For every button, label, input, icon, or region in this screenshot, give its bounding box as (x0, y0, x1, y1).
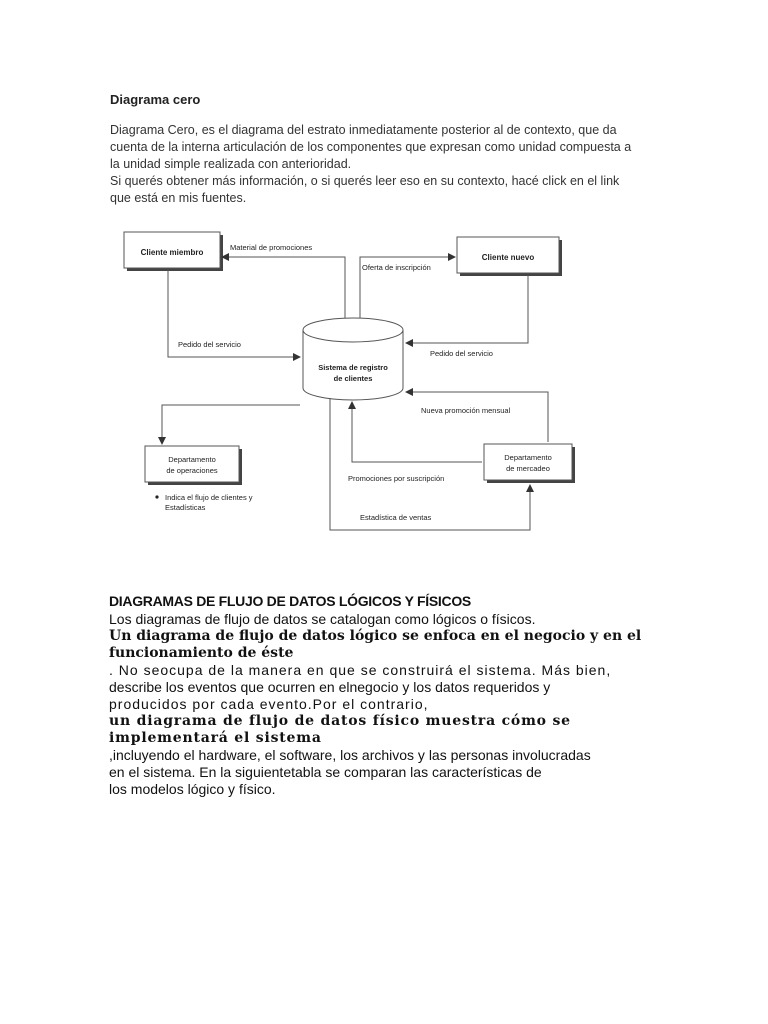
flow-store-operaciones (162, 405, 300, 444)
dep-operaciones-label: de operaciones (166, 466, 218, 475)
dep-mercadeo-label: Departamento (504, 453, 552, 462)
dep-operaciones-box (145, 446, 239, 482)
page-title: Diagrama cero (110, 92, 201, 107)
body-line: en el sistema. En la siguientetabla se comparan las características de (109, 764, 542, 780)
store-label: Sistema de registro (318, 363, 388, 372)
cliente-miembro-label: Cliente miembro (140, 248, 204, 257)
dep-operaciones-label: Departamento (168, 455, 216, 464)
cliente-nuevo-label: Cliente nuevo (481, 253, 535, 262)
body-line: los modelos lógico y físico. (109, 781, 276, 797)
store-cylinder-top (303, 318, 403, 342)
flow-label: Estadística de ventas (360, 513, 432, 522)
intro-line: Diagrama Cero, es el diagrama del estrato inmediatamente posterior al de contexto, que da (110, 123, 617, 137)
intro-line: la unidad simple realizada con anterioridad. (110, 157, 352, 171)
body-line: . No seocupa de la manera en que se construirá el sistema. Más bien, (109, 662, 612, 678)
flow-label: Promociones por suscripción (348, 474, 445, 483)
flow-label: Pedido del servicio (430, 349, 493, 358)
flow-label: Pedido del servicio (178, 340, 241, 349)
flow-label: Oferta de inscripción (362, 263, 431, 272)
flow-label: Nueva promoción mensual (421, 406, 511, 415)
store-label: de clientes (333, 374, 373, 383)
intro-paragraph (110, 122, 670, 207)
flow-label: Material de promociones (230, 243, 313, 252)
note-bullet (155, 495, 158, 498)
bold-line: implementará el sistema (109, 730, 322, 746)
body-line: ,incluyendo el hardware, el software, los archivos y las personas involucradas (109, 747, 591, 763)
data-flow-diagram (0, 220, 768, 540)
flow-nueva-promocion (406, 392, 548, 442)
bold-line: Un diagrama de flujo de datos lógico se enfoca en el negocio y en el (109, 628, 642, 644)
body-line: producidos por cada evento.Por el contrario, (109, 696, 429, 712)
dep-mercadeo-label: de mercadeo (506, 464, 550, 473)
dep-mercadeo-box (484, 444, 572, 480)
section-title: DIAGRAMAS DE FLUJO DE DATOS LÓGICOS Y FÍSICOS (109, 593, 471, 609)
bold-line: funcionamiento de éste (109, 645, 294, 661)
note-text: Indica el flujo de clientes y (165, 493, 253, 502)
body-line: Los diagramas de flujo de datos se catalogan como lógicos o físicos. (109, 611, 536, 627)
note-text: Estadísticas (165, 503, 206, 512)
intro-line: que está en mis fuentes. (110, 191, 247, 205)
bold-line: un diagrama de flujo de datos físico muestra cómo se (109, 713, 571, 729)
intro-line: Si querés obtener más información, o si querés leer eso en su contexto, hacé click en el link (110, 174, 620, 188)
body-line: describe los eventos que ocurren en elnegocio y los datos requeridos y (109, 679, 551, 695)
section-body (109, 611, 669, 798)
intro-line: cuenta de la interna articulación de los componentes que expresan como unidad compuesta a (110, 140, 632, 154)
flow-material-promociones (222, 257, 345, 318)
flow-pedido-servicio-right (406, 275, 528, 343)
